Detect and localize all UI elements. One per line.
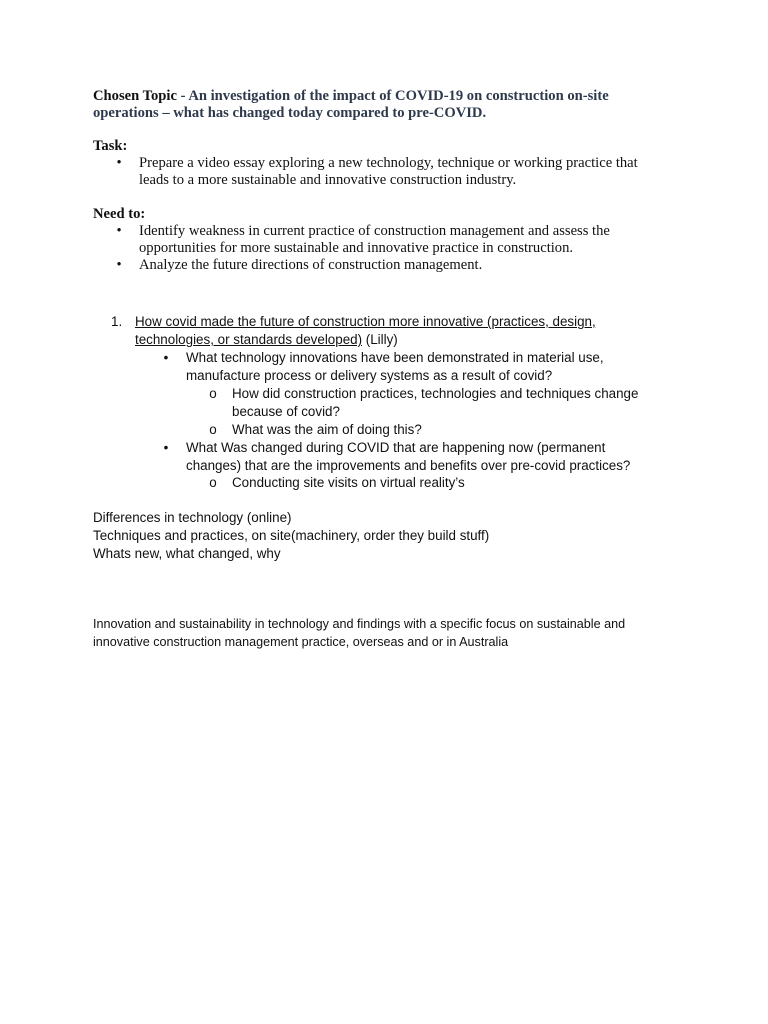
topic-title-line-2: operations – what has changed today compared to pre-COVID.: [93, 105, 487, 121]
outline-title-line-1: How covid made the future of construction more innovative (practices, design,: [135, 314, 596, 329]
question-2-line-2: changes) that are the improvements and benefits over pre-covid practices?: [186, 458, 631, 473]
task-list-item: [93, 155, 733, 191]
outline-question: [160, 439, 680, 475]
notes-block: [93, 509, 693, 563]
outline-sub-question: [207, 421, 687, 439]
bullet-icon: •: [163, 440, 169, 455]
circle-bullet-icon: o: [209, 475, 217, 490]
need-heading: Need to:: [93, 206, 146, 222]
topic-title-line-1: An investigation of the impact of COVID-19 on construction on-site: [188, 88, 609, 104]
notes-line-2: Techniques and practices, on site(machinery, order they build stuff): [93, 528, 490, 543]
need-item-1-line-2: opportunities for more sustainable and innovative practice in construction.: [139, 240, 574, 256]
outline-sub-question: [207, 474, 687, 492]
outline-question: [160, 349, 680, 385]
bullet-icon: •: [116, 257, 122, 273]
task-item-line-1: Prepare a video essay exploring a new technology, technique or working practice that: [139, 155, 638, 171]
sub-question-3-text: Conducting site visits on virtual reality’s: [232, 475, 465, 490]
circle-bullet-icon: o: [209, 422, 217, 437]
sub-question-1-line-2: because of covid?: [232, 404, 340, 419]
focus-line-2: innovative construction management practice, overseas and or in Australia: [93, 635, 509, 649]
bullet-icon: •: [116, 223, 122, 239]
notes-line-1: Differences in technology (online): [93, 510, 292, 525]
sub-question-1-line-1: How did construction practices, technologies and techniques change: [232, 386, 639, 401]
task-heading: Task:: [93, 138, 128, 154]
need-list-item: [93, 257, 733, 275]
question-1-line-2: manufacture process or delivery systems as a result of covid?: [186, 368, 553, 383]
circle-bullet-icon: o: [209, 386, 217, 401]
outline-sub-question: [207, 385, 687, 421]
bullet-icon: •: [116, 155, 122, 171]
outline-number: 1.: [111, 314, 123, 329]
question-2-line-1: What Was changed during COVID that are happening now (permanent: [186, 440, 606, 455]
focus-paragraph: [93, 615, 733, 651]
topic-separator: -: [176, 88, 189, 104]
notes-line-3: Whats new, what changed, why: [93, 546, 281, 561]
task-item-line-2: leads to a more sustainable and innovative construction industry.: [139, 172, 517, 188]
bullet-icon: •: [163, 350, 169, 365]
need-item-2-text: Analyze the future directions of construction management.: [139, 257, 483, 273]
outline-title: [135, 313, 675, 349]
outline-title-line-2: technologies, or standards developed): [135, 332, 363, 347]
focus-line-1: Innovation and sustainability in technology and findings with a specific focus on sustainable and: [93, 617, 626, 631]
question-1-line-1: What technology innovations have been demonstrated in material use,: [186, 350, 604, 365]
need-list-item: [93, 223, 733, 259]
topic-label: Chosen Topic: [93, 88, 177, 104]
outline-title-suffix: (Lilly): [362, 332, 398, 347]
topic-line-1: [93, 88, 713, 105]
topic-header: [93, 88, 713, 122]
need-item-1-line-1: Identify weakness in current practice of construction management and assess the: [139, 223, 610, 239]
sub-question-2-text: What was the aim of doing this?: [232, 422, 422, 437]
